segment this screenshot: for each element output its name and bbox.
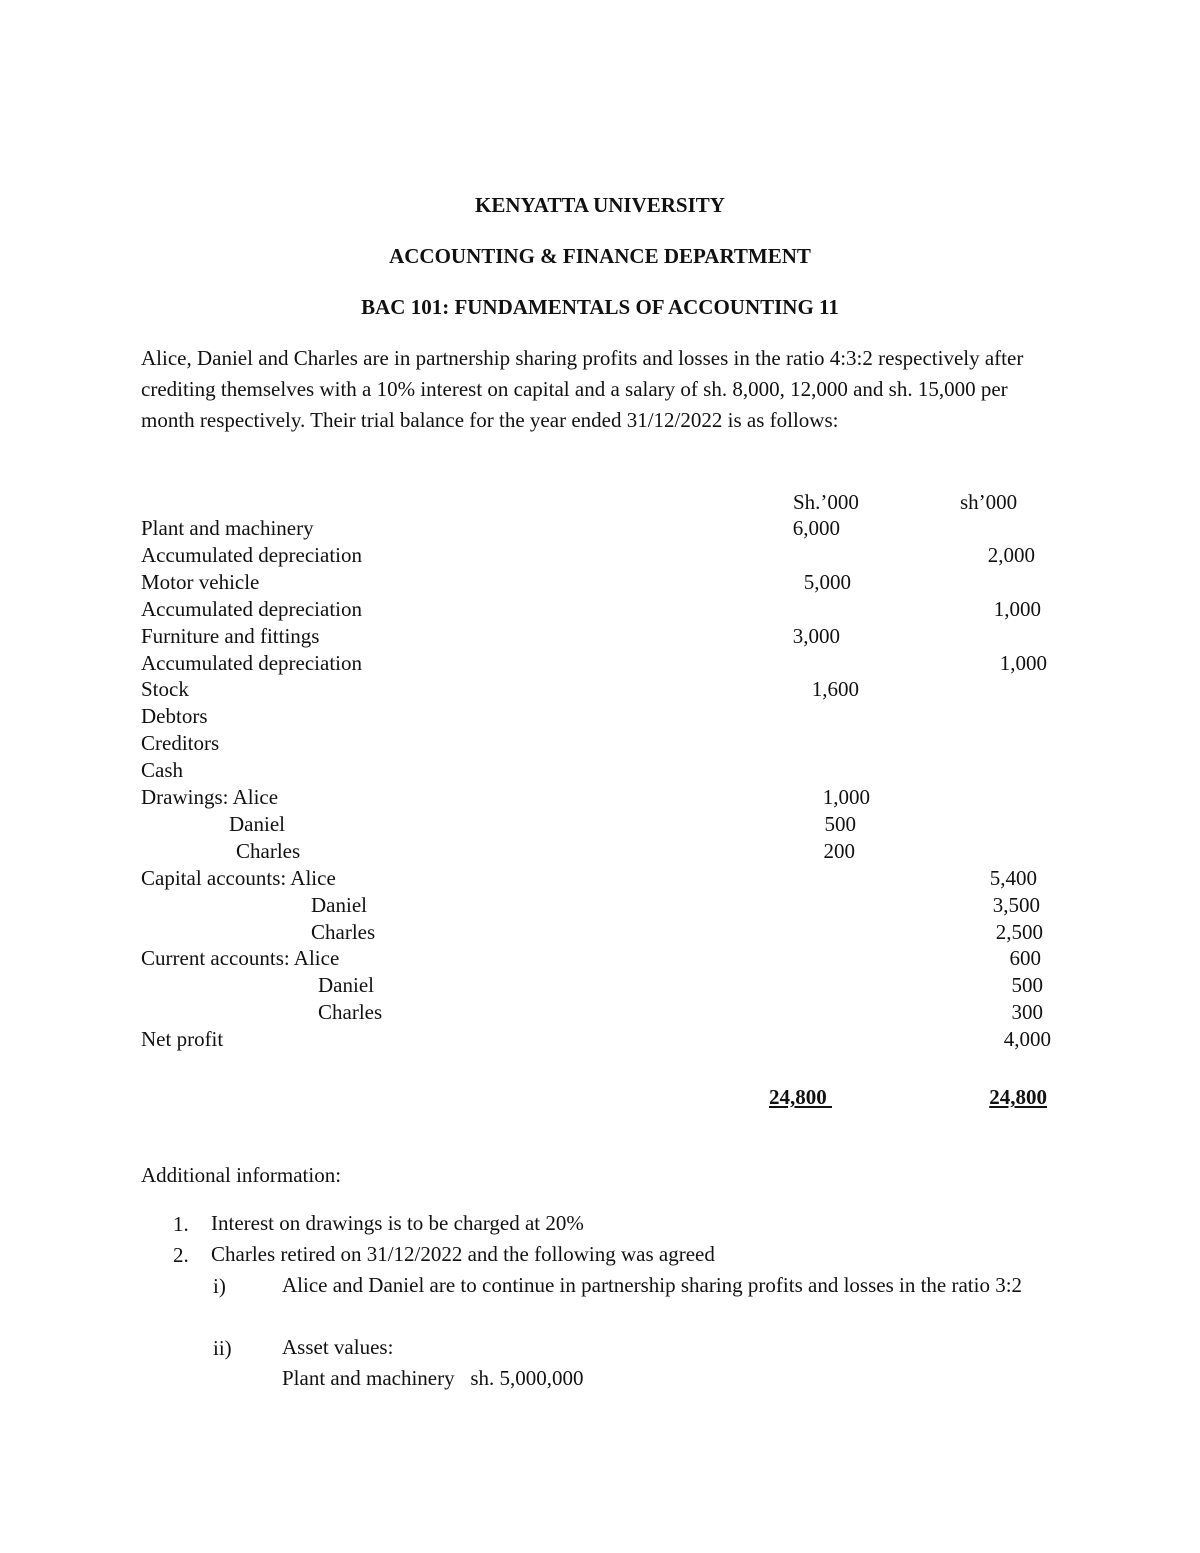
row-label: Drawings: Alice bbox=[141, 785, 279, 809]
row-label: Daniel bbox=[311, 892, 367, 917]
table-row bbox=[0, 516, 1200, 543]
total-debit: 24,800 bbox=[769, 1085, 832, 1109]
row-label: Current accounts: Alice bbox=[141, 946, 340, 971]
table-row bbox=[0, 920, 1200, 947]
credit-value: 1,000 bbox=[993, 596, 1041, 621]
table-row bbox=[0, 946, 1200, 973]
list-item: Interest on drawings is to be charged at 20% bbox=[211, 1211, 584, 1235]
university-title: KENYATTA UNIVERSITY bbox=[475, 193, 725, 217]
table-row bbox=[0, 543, 1200, 570]
credit-value: 5,400 bbox=[989, 865, 1037, 890]
credit-value: 1,000 bbox=[999, 650, 1047, 675]
credit-value: 500 bbox=[1011, 973, 1043, 998]
row-label: Accumulated depreciation bbox=[141, 596, 362, 621]
row-label: Creditors bbox=[141, 731, 220, 756]
table-row bbox=[0, 758, 1200, 785]
row-label: Charles bbox=[318, 1000, 383, 1025]
credit-value: 3,500 bbox=[992, 892, 1040, 917]
row-label: Stock bbox=[141, 677, 189, 702]
row-label: Daniel bbox=[318, 973, 374, 998]
department-title: ACCOUNTING & FINANCE DEPARTMENT bbox=[389, 244, 811, 268]
table-row bbox=[0, 1000, 1200, 1027]
debit-column-header: Sh.’000 bbox=[793, 490, 859, 514]
debit-value: 1,000 bbox=[822, 785, 870, 809]
table-row bbox=[0, 570, 1200, 597]
list-marker: 2. bbox=[173, 1243, 189, 1267]
table-row bbox=[0, 893, 1200, 920]
debit-value: 200 bbox=[823, 838, 855, 863]
row-label: Plant and machinery bbox=[141, 516, 314, 540]
row-label: Accumulated depreciation bbox=[141, 542, 362, 567]
table-row bbox=[0, 866, 1200, 893]
table-row bbox=[0, 839, 1200, 866]
sub-list-marker: ii) bbox=[213, 1336, 232, 1360]
table-row bbox=[0, 704, 1200, 731]
debit-value: 3,000 bbox=[792, 623, 840, 648]
intro-paragraph: Alice, Daniel and Charles are in partnership sharing profits and losses in the ratio 4:3:2 respectively after crediting themselves with a 10% interest on capital and a salary of sh. 8,000, 12,000 and sh. 15,000 per month respectively. Their trial balance for the year ended 31/12/2022 is as follows: bbox=[141, 346, 1024, 432]
sub-list-marker: i) bbox=[213, 1274, 226, 1298]
credit-column-header: sh’000 bbox=[960, 490, 1018, 514]
asset-value-line: Plant and machinery sh. 5,000,000 bbox=[282, 1366, 584, 1390]
table-row bbox=[0, 597, 1200, 624]
row-label: Accumulated depreciation bbox=[141, 650, 362, 675]
list-marker: 1. bbox=[173, 1212, 189, 1236]
row-label: Charles bbox=[311, 919, 376, 944]
table-row bbox=[0, 624, 1200, 651]
total-credit: 24,800 bbox=[989, 1085, 1047, 1109]
sub-list-item: Alice and Daniel are to continue in partnership sharing profits and losses in the ratio 3:2 bbox=[282, 1273, 1023, 1297]
additional-heading: Additional information: bbox=[141, 1163, 342, 1187]
credit-value: 2,500 bbox=[995, 919, 1043, 944]
row-label: Net profit bbox=[141, 1027, 224, 1052]
table-row bbox=[0, 1027, 1200, 1054]
debit-value: 6,000 bbox=[792, 516, 840, 540]
table-row bbox=[0, 651, 1200, 678]
row-label: Cash bbox=[141, 758, 183, 783]
course-title: BAC 101: FUNDAMENTALS OF ACCOUNTING 11 bbox=[361, 295, 839, 319]
row-label: Furniture and fittings bbox=[141, 623, 320, 648]
debit-value: 5,000 bbox=[803, 569, 851, 594]
debit-value: 1,600 bbox=[811, 677, 859, 702]
sub-list-item: Asset values: bbox=[282, 1335, 394, 1359]
table-row bbox=[0, 731, 1200, 758]
table-row bbox=[0, 785, 1200, 812]
row-label: Charles bbox=[236, 838, 301, 863]
table-row bbox=[0, 677, 1200, 704]
table-row bbox=[0, 812, 1200, 839]
row-label: Motor vehicle bbox=[141, 569, 260, 594]
credit-value: 4,000 bbox=[1003, 1027, 1051, 1052]
credit-value: 2,000 bbox=[987, 542, 1035, 567]
row-label: Daniel bbox=[229, 811, 285, 836]
debit-value: 500 bbox=[824, 811, 856, 836]
row-label: Debtors bbox=[141, 704, 208, 729]
table-row bbox=[0, 973, 1200, 1000]
credit-value: 300 bbox=[1011, 1000, 1043, 1025]
credit-value: 600 bbox=[1009, 946, 1041, 971]
row-label: Capital accounts: Alice bbox=[141, 865, 336, 890]
list-item: Charles retired on 31/12/2022 and the following was agreed bbox=[211, 1242, 715, 1266]
